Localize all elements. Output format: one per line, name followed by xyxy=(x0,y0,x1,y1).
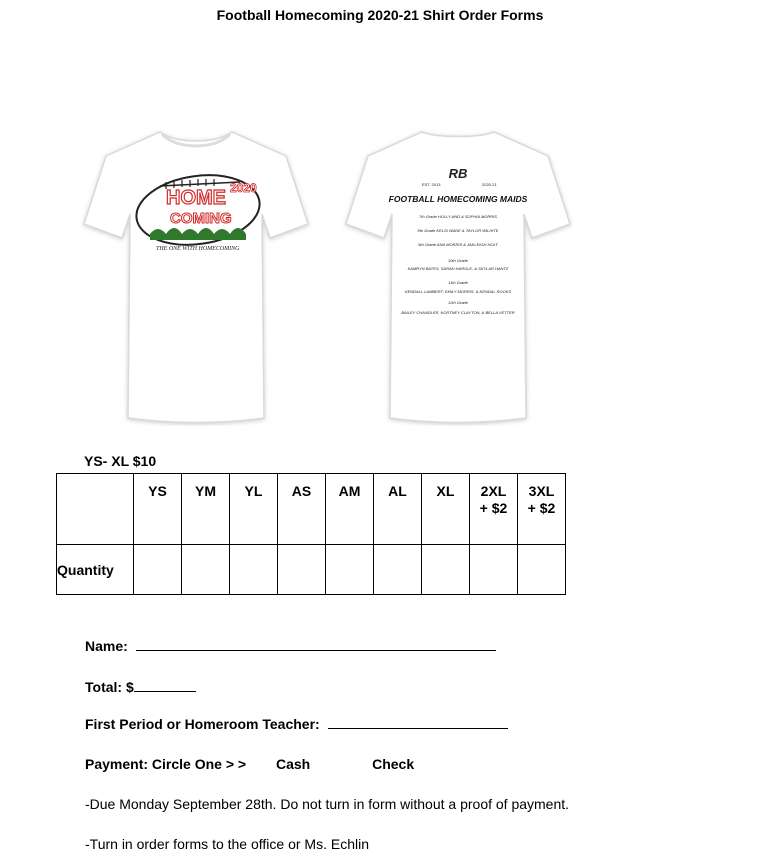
back-line: 7th Grade HOLLY AND & SOPHIA MORRIS xyxy=(419,214,497,219)
size-header-as: AS xyxy=(278,474,326,545)
payment-row xyxy=(85,756,414,772)
back-line: 10th Grade xyxy=(447,258,469,263)
total-row xyxy=(85,678,196,695)
quantity-cell-am[interactable] xyxy=(326,545,374,595)
back-line: 8th Grade KELSI WADE & TAYLOR WILHITE xyxy=(417,228,499,233)
front-coming-text: COMING xyxy=(170,210,232,227)
table-corner-cell xyxy=(57,474,134,545)
quantity-cell-yl[interactable] xyxy=(230,545,278,595)
size-header-yl: YL xyxy=(230,474,278,545)
shirt-back-image xyxy=(342,126,574,426)
quantity-cell-al[interactable] xyxy=(374,545,422,595)
order-table xyxy=(56,473,566,595)
size-header-ym: YM xyxy=(182,474,230,545)
teacher-label: First Period or Homeroom Teacher: xyxy=(85,716,320,732)
quantity-row xyxy=(57,545,566,595)
back-season: 2020-21 xyxy=(482,182,497,187)
size-header-al: AL xyxy=(374,474,422,545)
back-logo: RB xyxy=(448,166,468,181)
quantity-cell-ym[interactable] xyxy=(182,545,230,595)
quantity-cell-ys[interactable] xyxy=(134,545,182,595)
back-line: 12th Grade xyxy=(447,300,469,305)
payment-option-check[interactable]: Check xyxy=(372,756,415,772)
name-field[interactable] xyxy=(136,637,496,651)
table-header-row xyxy=(57,474,566,545)
back-est: EST. 2013 xyxy=(422,182,441,187)
size-header-am: AM xyxy=(326,474,374,545)
size-header-ys: YS xyxy=(134,474,182,545)
quantity-cell-2xl[interactable] xyxy=(470,545,518,595)
size-header-3xl: 3XL + $2 xyxy=(518,474,566,545)
name-row xyxy=(85,637,496,654)
quantity-cell-xl[interactable] xyxy=(422,545,470,595)
shirt-front-image xyxy=(80,126,312,426)
size-header-2xl: 2XL + $2 xyxy=(470,474,518,545)
total-label: Total: $ xyxy=(85,679,134,695)
name-label: Name: xyxy=(85,638,128,654)
payment-option-cash[interactable]: Cash xyxy=(275,756,311,772)
back-line: BAILEY CHANDLER, KORTNEY CLAYTON, & BELLA VETTER xyxy=(401,310,515,315)
total-field[interactable] xyxy=(134,678,196,692)
back-line: 9th Grade ANA MORRIS & JAKLEIGH HOLT xyxy=(418,242,498,247)
page-title: Football Homecoming 2020-21 Shirt Order Forms xyxy=(216,7,544,23)
back-line: KAMRYN BATES, SARAH HARGLE, & SKYLAR HANTZ xyxy=(407,266,509,271)
quantity-cell-as[interactable] xyxy=(278,545,326,595)
size-header-xl: XL xyxy=(422,474,470,545)
back-line: KENDALL LAMBERT, EMILY MORRIS, & KENDAL ROOKS xyxy=(404,289,512,294)
quantity-label: Quantity xyxy=(57,545,134,595)
quantity-cell-3xl[interactable] xyxy=(518,545,566,595)
turn-in-note: -Turn in order forms to the office or Ms. Echlin xyxy=(85,836,369,852)
back-line: 11th Grade xyxy=(448,280,468,285)
due-note: -Due Monday September 28th. Do not turn in form without a proof of payment. xyxy=(85,796,570,812)
front-home-text: HOME xyxy=(166,187,226,209)
front-year-text: 2020 xyxy=(230,181,257,195)
teacher-field[interactable] xyxy=(328,715,508,729)
teacher-row xyxy=(85,715,508,732)
front-tagline: THE ONE WITH HOMECOMING xyxy=(156,246,240,252)
back-heading: FOOTBALL HOMECOMING MAIDS xyxy=(388,194,528,204)
price-label: YS- XL $10 xyxy=(84,453,157,469)
payment-label: Payment: Circle One > > xyxy=(85,756,247,772)
